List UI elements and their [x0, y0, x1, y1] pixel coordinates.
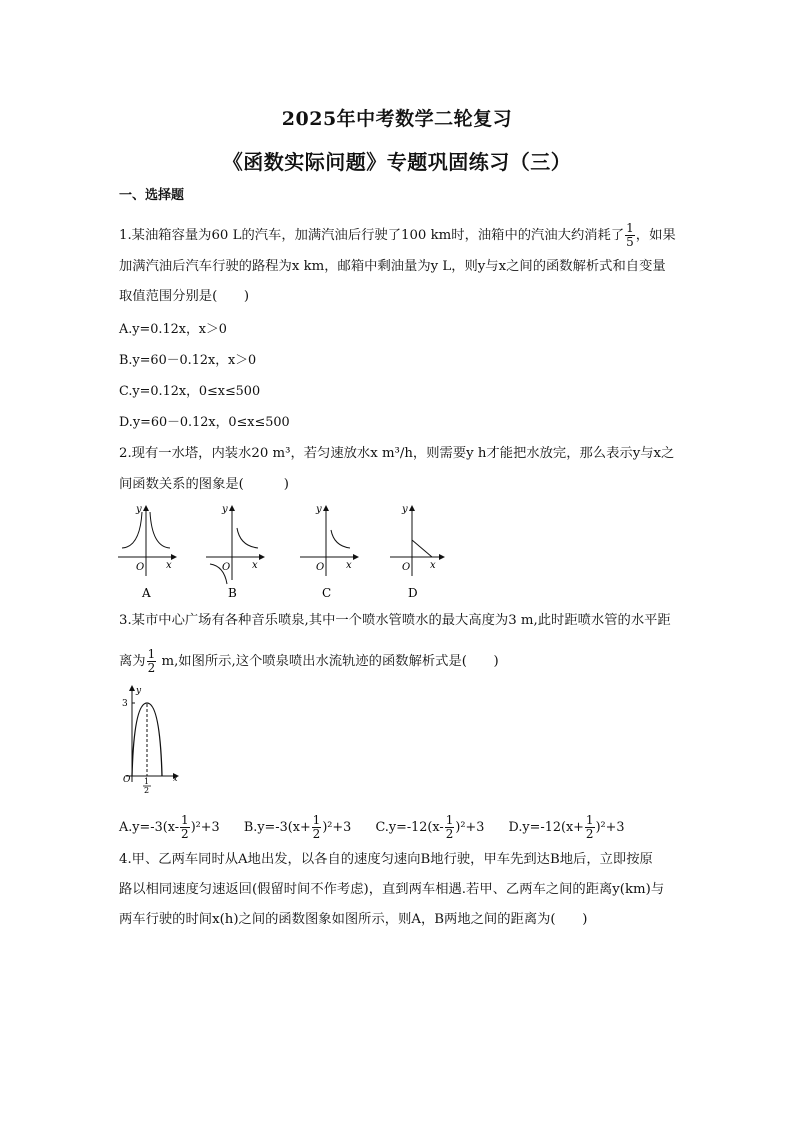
q3-d-num: 1	[585, 813, 594, 827]
q1-fraction-num: 1	[626, 221, 634, 235]
q1-option-c: C.y=0.12x，0≤x≤500	[119, 384, 261, 399]
q2-label-b: B	[228, 586, 237, 600]
q4-line-1: 4.甲、乙两车同时从A地出发，以各自的速度匀速向B地行驶，甲车先到达B地后，立即按原	[119, 852, 653, 867]
q3-fraction	[147, 648, 157, 675]
q3-text-a: 离为	[119, 654, 146, 669]
q1-fraction-den: 5	[626, 235, 634, 249]
q3-a-num: 1	[181, 813, 189, 827]
q3-b-pre: B.y=-3(x+	[243, 820, 311, 835]
q2-line-2: 间函数关系的图象是( )	[119, 477, 289, 492]
q3-text-b: m,如图所示,这个喷泉喷出水流轨迹的函数解析式是( )	[157, 654, 499, 669]
q3-fountain-graph	[118, 682, 188, 794]
q4-line-2: 路以相同速度匀速返回(假留时间不作考虑)，直到两车相遇.若甲、乙两车之间的距离y(km)与	[119, 882, 665, 897]
q3-a-post: )²+3	[190, 820, 220, 835]
title-line-1: 2025年中考数学二轮复习	[281, 108, 513, 130]
q2-graph-b	[206, 506, 264, 584]
q1-text-b: ，如果	[635, 228, 676, 243]
q3-a-pre: A.y=-3(x-	[119, 820, 180, 835]
q3-a-frac	[180, 814, 190, 841]
q1-option-a: A.y=0.12x，x＞0	[119, 322, 227, 337]
q3-d-pre: D.y=-12(x+	[508, 820, 584, 835]
q2-c-x: x	[346, 560, 352, 571]
q3-graph-3: 3	[122, 699, 128, 709]
q3-d-den: 2	[585, 827, 594, 841]
q3-c-frac	[445, 814, 455, 841]
q1-option-b: B.y=60－0.12x，x＞0	[119, 353, 257, 368]
q3-d-post: )²+3	[595, 820, 625, 835]
q3-c-post: )²+3	[455, 820, 485, 835]
q2-a-x: x	[166, 560, 172, 571]
q3-graph-o: O	[123, 775, 131, 785]
q3-c-pre: C.y=-12(x-	[375, 820, 444, 835]
q2-c-y: y	[316, 504, 322, 515]
q3-option-b	[243, 813, 352, 841]
q2-b-x: x	[252, 560, 258, 571]
q1-fraction	[625, 222, 635, 249]
q3-options	[119, 814, 625, 841]
q1-text-a: 1.某油箱容量为60 L的汽车，加满汽油后行驶了100 km时，油箱中的汽油大约消耗了	[119, 228, 625, 243]
q2-label-d: D	[408, 586, 418, 600]
q3-graph-y: y	[136, 686, 142, 696]
q2-d-o: O	[402, 562, 411, 573]
q2-graphs	[110, 500, 450, 602]
q2-graph-d	[390, 506, 444, 576]
q2-c-o: O	[316, 562, 325, 573]
q3-line-2	[119, 648, 499, 675]
q2-line-1: 2.现有一水塔，内装水20 m³，若匀速放水x m³/h，则需要y h才能把水放完，那么表示y与x之	[119, 446, 675, 461]
q1-option-d: D.y=60－0.12x，0≤x≤500	[119, 415, 290, 430]
section-heading: 一、选择题	[119, 188, 185, 203]
q3-b-num: 1	[312, 813, 321, 827]
q2-b-y: y	[222, 504, 228, 515]
q2-d-y: y	[402, 504, 408, 515]
q3-a-den: 2	[181, 827, 189, 841]
q3-d-frac	[585, 814, 595, 841]
q3-c-den: 2	[445, 827, 454, 841]
q3-b-frac	[312, 814, 322, 841]
q2-b-o: O	[222, 562, 231, 573]
q2-label-a: A	[142, 586, 151, 600]
q3-option-a	[119, 813, 220, 841]
q3-line-1: 3.某市中心广场有各种音乐喷泉,其中一个喷水管喷水的最大高度为3 m,此时距喷水管的水平距	[119, 613, 671, 628]
q2-label-c: C	[322, 586, 332, 600]
q3-fraction-den: 2	[147, 661, 156, 675]
q3-option-c	[375, 813, 485, 841]
q3-option-d	[508, 813, 625, 841]
q2-d-x: x	[430, 560, 436, 571]
q1-line-1	[119, 222, 676, 249]
q1-line-3: 取值范围分别是( )	[119, 289, 250, 304]
q3-b-post: )²+3	[322, 820, 352, 835]
q3-graph-x: x	[173, 774, 178, 783]
q2-a-y: y	[136, 504, 142, 515]
q2-a-o: O	[136, 562, 145, 573]
q3-graph-den: 2	[144, 786, 150, 794]
q3-graph-num: 1	[144, 777, 150, 786]
title-line-2: 《函数实际问题》专题巩固练习（三）	[222, 150, 572, 174]
q4-line-3: 两车行驶的时间x(h)之间的函数图象如图所示，则A，B两地之间的距离为( )	[119, 912, 588, 927]
q3-c-num: 1	[445, 813, 454, 827]
q1-line-2: 加满汽油后汽车行驶的路程为x km，邮箱中剩油量为y L，则y与x之间的函数解析式和自变量	[119, 259, 666, 274]
q3-fraction-num: 1	[147, 647, 156, 661]
q3-b-den: 2	[312, 827, 321, 841]
